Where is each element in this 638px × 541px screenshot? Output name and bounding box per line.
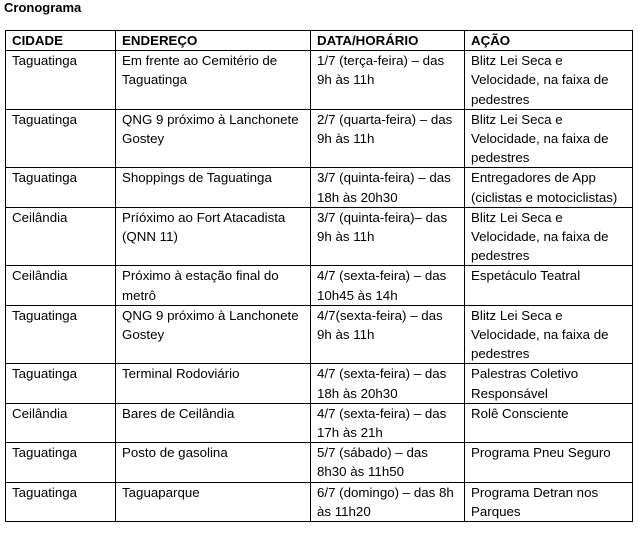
cell-acao: Blitz Lei Seca e Velocidade, na faixa de pedestres bbox=[465, 109, 633, 168]
cell-acao: Palestras Coletivo Responsável bbox=[465, 364, 633, 403]
cell-acao: Espetáculo Teatral bbox=[465, 266, 633, 305]
cell-endereco: Posto de gasolina bbox=[116, 443, 311, 482]
cell-acao: Entregadores de App (ciclistas e motociclistas) bbox=[465, 168, 633, 207]
cell-cidade: Taguatinga bbox=[6, 168, 116, 207]
cell-data-horario: 5/7 (sábado) – das 8h30 às 11h50 bbox=[311, 443, 465, 482]
table-row bbox=[6, 266, 633, 305]
table-row bbox=[6, 403, 633, 442]
table-row bbox=[6, 168, 633, 207]
header-acao: AÇÃO bbox=[465, 31, 633, 51]
cell-acao: Programa Pneu Seguro bbox=[465, 443, 633, 482]
cell-acao: Rolê Consciente bbox=[465, 403, 633, 442]
cell-cidade: Taguatinga bbox=[6, 482, 116, 521]
cell-data-horario: 1/7 (terça-feira) – das 9h às 11h bbox=[311, 51, 465, 110]
cell-data-horario: 4/7 (sexta-feira) – das 18h às 20h30 bbox=[311, 364, 465, 403]
cell-cidade: Ceilândia bbox=[6, 403, 116, 442]
cell-data-horario: 2/7 (quarta-feira) – das 9h às 11h bbox=[311, 109, 465, 168]
cell-endereco: Próximo à estação final do metrô bbox=[116, 266, 311, 305]
cell-cidade: Ceilândia bbox=[6, 207, 116, 266]
cell-cidade: Taguatinga bbox=[6, 364, 116, 403]
page-title: Cronograma bbox=[4, 0, 82, 15]
cell-cidade: Taguatinga bbox=[6, 51, 116, 110]
cell-acao: Blitz Lei Seca e Velocidade, na faixa de pedestres bbox=[465, 207, 633, 266]
cell-endereco: QNG 9 próximo à Lanchonete Gostey bbox=[116, 305, 311, 364]
schedule-table bbox=[5, 30, 633, 522]
table-row bbox=[6, 305, 633, 364]
table-header-row bbox=[6, 31, 633, 51]
cell-cidade: Taguatinga bbox=[6, 109, 116, 168]
cell-endereco: Taguaparque bbox=[116, 482, 311, 521]
cell-endereco: Terminal Rodoviário bbox=[116, 364, 311, 403]
cell-endereco: QNG 9 próximo à Lanchonete Gostey bbox=[116, 109, 311, 168]
table-row bbox=[6, 482, 633, 521]
cell-data-horario: 3/7 (quinta-feira) – das 18h às 20h30 bbox=[311, 168, 465, 207]
cell-data-horario: 4/7(sexta-feira) – das 9h às 11h bbox=[311, 305, 465, 364]
cell-endereco: Príóximo ao Fort Atacadista (QNN 11) bbox=[116, 207, 311, 266]
cell-endereco: Em frente ao Cemitério de Taguatinga bbox=[116, 51, 311, 110]
cell-cidade: Ceilândia bbox=[6, 266, 116, 305]
table-row bbox=[6, 443, 633, 482]
header-cidade: CIDADE bbox=[6, 31, 116, 51]
header-data-horario: DATA/HORÁRIO bbox=[311, 31, 465, 51]
cell-data-horario: 3/7 (quinta-feira)– das 9h às 11h bbox=[311, 207, 465, 266]
table-row bbox=[6, 51, 633, 110]
cell-acao: Programa Detran nos Parques bbox=[465, 482, 633, 521]
header-endereco: ENDEREÇO bbox=[116, 31, 311, 51]
cell-endereco: Shoppings de Taguatinga bbox=[116, 168, 311, 207]
table-row bbox=[6, 364, 633, 403]
table-row bbox=[6, 207, 633, 266]
table-row bbox=[6, 109, 633, 168]
cell-acao: Blitz Lei Seca e Velocidade, na faixa de pedestres bbox=[465, 51, 633, 110]
cell-data-horario: 6/7 (domingo) – das 8h às 11h20 bbox=[311, 482, 465, 521]
cell-data-horario: 4/7 (sexta-feira) – das 17h às 21h bbox=[311, 403, 465, 442]
cell-data-horario: 4/7 (sexta-feira) – das 10h45 às 14h bbox=[311, 266, 465, 305]
cell-acao: Blitz Lei Seca e Velocidade, na faixa de pedestres bbox=[465, 305, 633, 364]
cell-cidade: Taguatinga bbox=[6, 305, 116, 364]
cell-cidade: Taguatinga bbox=[6, 443, 116, 482]
cell-endereco: Bares de Ceilândia bbox=[116, 403, 311, 442]
